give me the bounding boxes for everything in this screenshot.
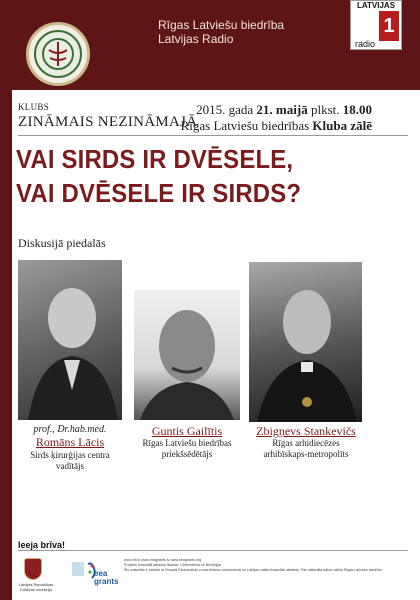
- latvijas-radio-1-logo: [350, 0, 402, 50]
- participant-1-role-line-2: vadītājs: [56, 461, 84, 471]
- radio-logo-sub: radio: [355, 39, 376, 49]
- time-prefix: plkst.: [307, 102, 343, 117]
- participant-2-role: [128, 438, 246, 460]
- participant-3-name: Zbigņevs Stankevičs: [256, 424, 356, 438]
- participant-1-name: Romāns Lācis: [35, 435, 105, 449]
- club-name: ZINĀMAIS NEZINĀMAJĀ: [18, 114, 198, 130]
- org-line-1: Rīgas Latviešu biedrība: [158, 18, 285, 32]
- club-label: KLUBS: [18, 102, 50, 112]
- left-border-strip: [0, 90, 12, 600]
- organizers: [158, 18, 284, 46]
- time-bold: 18.00: [342, 102, 372, 117]
- participant-1-role-line-1: Sirds ķirurģijas centra: [30, 450, 110, 460]
- portrait-guntis-gailitis: [134, 290, 240, 420]
- participant-3-role: [246, 438, 366, 460]
- radio-logo-number: 1: [379, 11, 399, 41]
- flag-icon: [72, 562, 84, 576]
- discussion-label: Diskusijā piedalās: [18, 236, 106, 250]
- footer-disclaimer: Šis materiāls ir veidots ar Eiropas Ekonomikas zonas finanšu instrumenta un Latvijas valsts finansiālu atbalstu. Par materiāla saturu atbild Rīgas Latviešu biedrība.: [124, 568, 383, 572]
- emblem-wreath-icon: [34, 30, 82, 78]
- place-bold: Kluba zālē: [312, 118, 372, 133]
- org-line-2: Latvijas Radio: [158, 32, 234, 46]
- eea-line-1: eea: [94, 569, 108, 578]
- participant-2-role-line-1: Rīgas Latviešu biedrības: [142, 438, 232, 448]
- header-divider: [18, 135, 408, 136]
- event-place: [181, 118, 372, 134]
- participant-2-role-line-2: priekšsēdētājs: [161, 449, 213, 459]
- headline-line-1: VAI SIRDS IR DVĒSELE,: [16, 144, 294, 174]
- footer-links: www.rlb.lv www.eeagrants.lv www.eeagrants.org: [124, 558, 202, 562]
- participant-3-role-line-1: Rīgas arhidiecēzes: [272, 438, 340, 448]
- society-emblem-icon: [26, 22, 90, 86]
- coat-of-arms-icon: [24, 558, 42, 580]
- radio-logo-top-text: LATVIJAS: [356, 1, 396, 10]
- footer-support-note: Projektu finansiāli atbalsta Islande, Lihtenšteina un Norvēģija: [124, 563, 221, 567]
- participant-3-role-line-2: arhibīskaps-metropolīts: [263, 449, 349, 459]
- eea-line-2: grants: [94, 577, 119, 586]
- participant-1-role: [18, 450, 122, 472]
- ministry-caption: Latvijas Republikas Kultūras ministrija: [18, 582, 54, 592]
- participant-1-title: prof., Dr.hab.med.: [33, 424, 107, 435]
- portrait-zbignevs-stankevics: [249, 262, 362, 422]
- eea-grants-text: [94, 570, 118, 586]
- date-bold: 21. maijā: [256, 102, 308, 117]
- date-prefix: 2015. gada: [196, 102, 257, 117]
- participant-2-name: Guntis Gailītis: [151, 424, 223, 438]
- place-prefix: Rīgas Latviešu biedrības: [180, 118, 313, 133]
- footer-divider: [18, 550, 408, 551]
- headline-line-2: VAI DVĒSELE IR SIRDS?: [16, 178, 302, 208]
- footer-fine-print: [124, 558, 404, 573]
- free-entry-note: Ieeja brīva!: [18, 540, 66, 550]
- event-date-time: [196, 102, 372, 118]
- portrait-romans-lacis: [18, 260, 122, 420]
